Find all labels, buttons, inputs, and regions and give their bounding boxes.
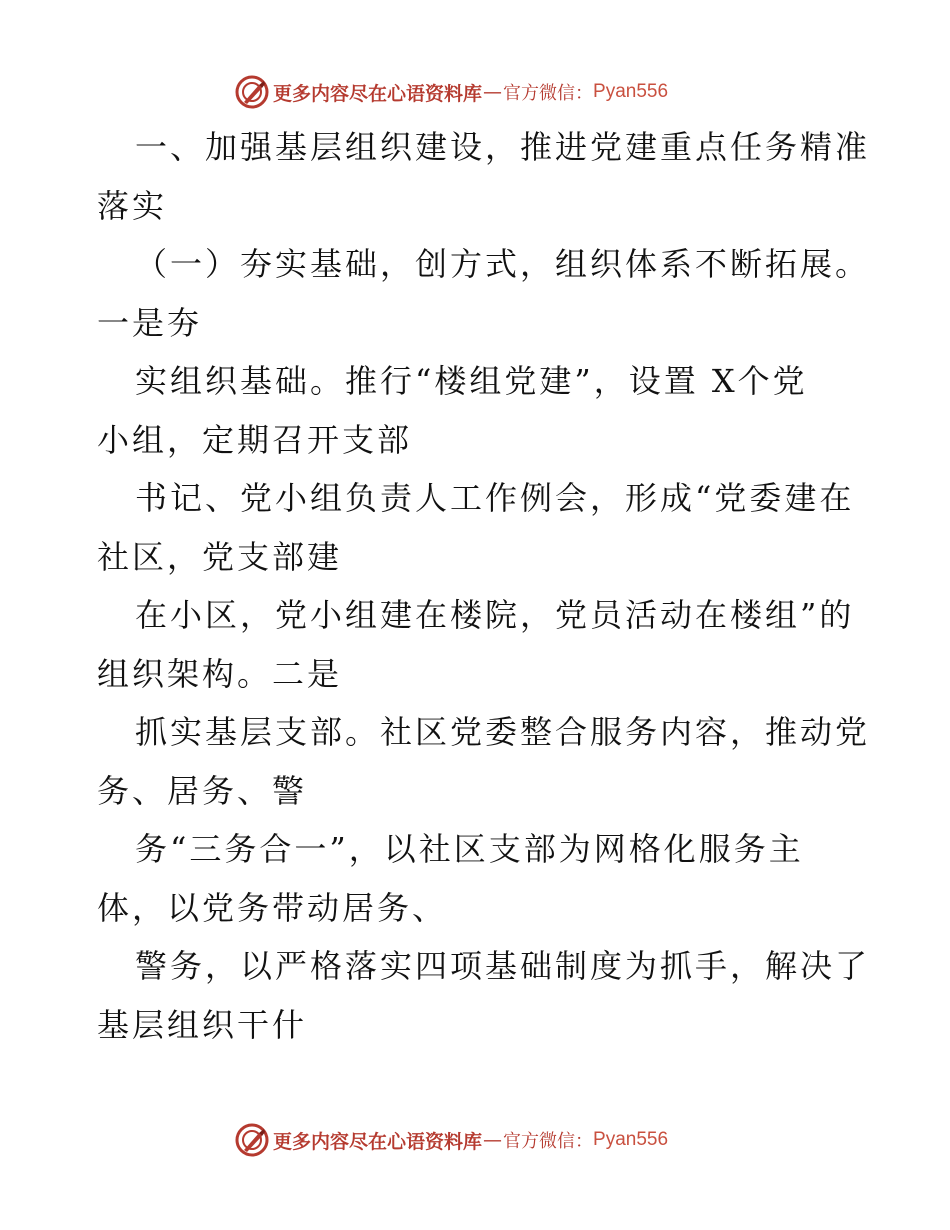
watermark-dash: — <box>483 1129 503 1151</box>
body-line: 基层组织干什 <box>97 1005 308 1044</box>
footer-watermark <box>235 1120 668 1160</box>
watermark-wechat-id: Pyan556 <box>593 1129 669 1150</box>
body-line: 警务，以严格落实四项基础制度为抓手，解决了 <box>135 947 871 985</box>
document-body <box>97 118 871 1054</box>
watermark-wechat-id: Pyan556 <box>593 81 669 102</box>
body-line: 一、加强基层组织建设，推进党建重点任务精准 <box>135 128 871 166</box>
body-line: 社区，党支部建 <box>97 537 343 576</box>
body-line: 在小区，党小组建在楼院，党员活动在楼组”的 <box>135 596 855 634</box>
body-line: 抓实基层支部。社区党委整合服务内容，推动党 <box>135 713 871 751</box>
body-line: 实组织基础。推行“楼组党建”，设置 X个党 <box>135 362 808 400</box>
body-line: 书记、党小组负责人工作例会，形成“党委建在 <box>135 479 855 517</box>
watermark-wechat-label: 官方微信： <box>503 83 594 104</box>
body-line: 落实 <box>97 186 168 225</box>
watermark-wechat-label: 官方微信： <box>503 1131 594 1152</box>
body-line: 体，以党务带动居务、 <box>97 888 448 927</box>
body-line: （一）夯实基础，创方式，组织体系不断拓展。 <box>135 245 871 283</box>
watermark-site-name: 更多内容尽在心语资料库 <box>273 82 483 105</box>
watermark-site-name: 更多内容尽在心语资料库 <box>273 1130 483 1153</box>
body-line: 一是夯 <box>97 303 203 342</box>
body-line: 组织架构。二是 <box>97 654 343 693</box>
watermark-dash: — <box>483 81 503 103</box>
body-line: 小组，定期召开支部 <box>97 420 413 459</box>
body-line: 务、居务、警 <box>97 771 308 810</box>
pen-logo-icon <box>235 75 269 109</box>
header-watermark <box>235 72 668 112</box>
pen-logo-icon <box>235 1123 269 1157</box>
body-line: 务“三务合一”，以社区支部为网格化服务主 <box>135 830 804 868</box>
